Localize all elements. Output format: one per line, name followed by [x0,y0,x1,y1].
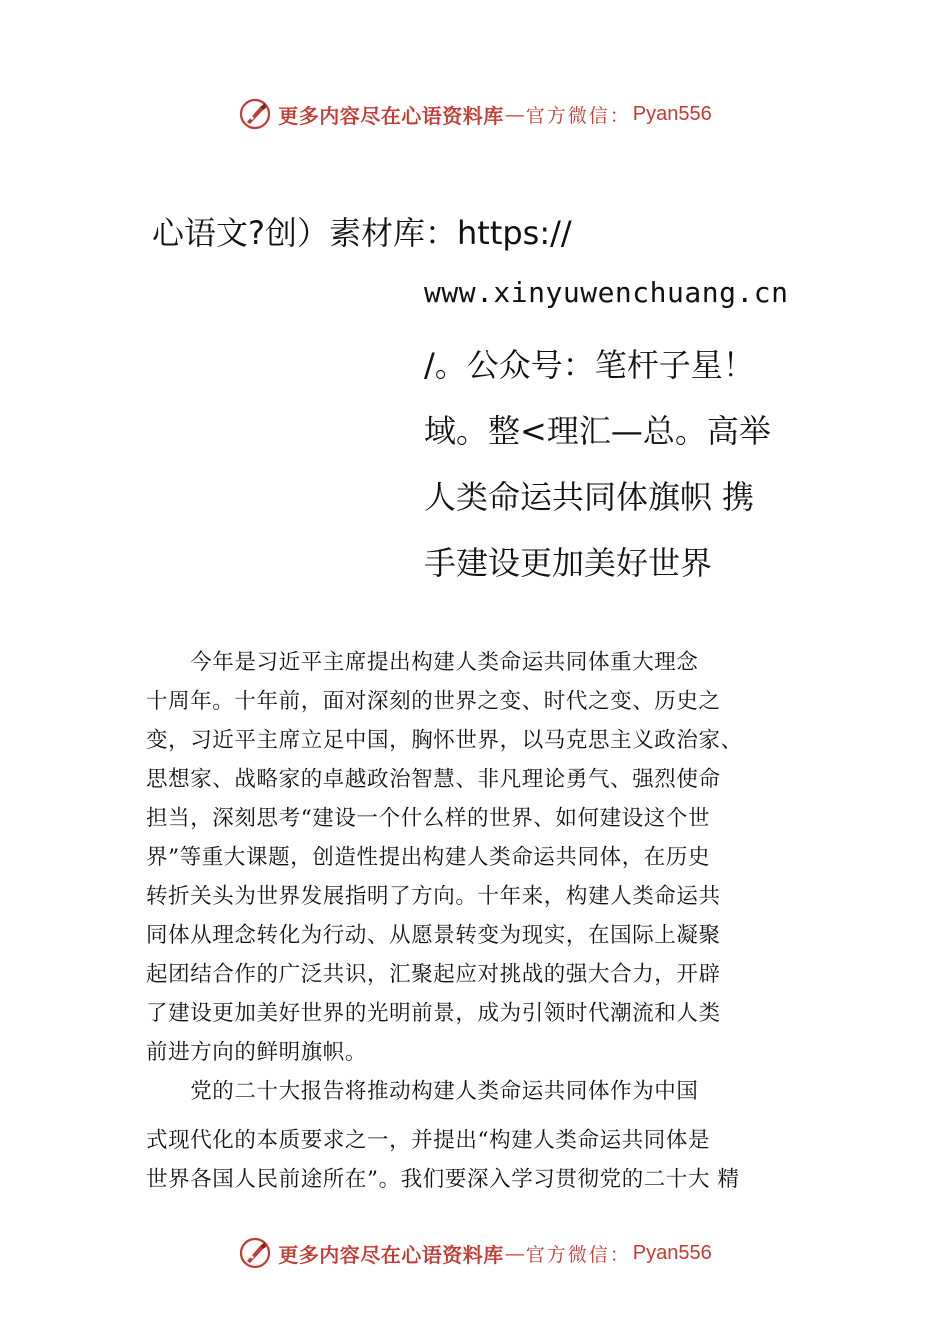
header-banner [0,94,950,134]
pen-nib-logo-icon [238,97,272,131]
banner-dash: — [504,102,525,126]
footer-banner [0,1233,950,1273]
title-line: www.xinyuwenchuang.cn [424,276,789,309]
paragraph-line: 式现代化的本质要求之一，并提出“构建人类命运共同体是 [146,1128,711,1153]
banner-main-text: 更多内容尽在心语资料库 [278,103,504,128]
banner-wechat-label: 官方微信 [525,104,610,127]
paragraph-line: 思想家、战略家的卓越政治智慧、非凡理论勇气、强烈使命 [146,767,721,792]
banner-wechat-label: 官方微信 [525,1243,610,1266]
paragraph-line: 起团结合作的广泛共识，汇聚起应对挑战的强大合力，开辟 [146,962,721,987]
title-line: 人类命运共同体旗帜 携 [424,478,755,516]
banner-colon: ： [609,1243,629,1266]
paragraph-line: 了建设更加美好世界的光明前景，成为引领时代潮流和人类 [146,1001,721,1026]
title-line: 域。整<理汇—总。高举 [424,412,771,450]
banner-wechat-id: Pyan556 [632,102,712,125]
paragraph-line: 世界各国人民前途所在”。我们要深入学习贯彻党的二十大 精 [146,1167,740,1192]
paragraph-line: 今年是习近平主席提出构建人类命运共同体重大理念 [146,650,699,675]
banner-dash: — [504,1241,525,1265]
paragraph-line: 变，习近平主席立足中国，胸怀世界，以马克思主义政治家、 [146,728,743,753]
paragraph-line: 转折关头为世界发展指明了方向。十年来，构建人类命运共 [146,884,721,909]
title-line: /。公众号：笔杆子星！ [424,346,755,384]
paragraph-line: 同体从理念转化为行动、从愿景转变为现实，在国际上凝聚 [146,923,721,948]
title-line: 心语文?创）素材库：https:// [152,214,572,252]
paragraph-line: 界”等重大课题，创造性提出构建人类命运共同体，在历史 [146,845,711,870]
pen-nib-logo-icon [238,1236,272,1270]
paragraph-line: 十周年。十年前，面对深刻的世界之变、时代之变、历史之 [146,689,721,714]
banner-main-text: 更多内容尽在心语资料库 [278,1242,504,1267]
paragraph-line: 担当，深刻思考“建设一个什么样的世界、如何建设这个世 [146,806,711,831]
title-line: 手建设更加美好世界 [424,544,713,582]
banner-colon: ： [609,104,629,127]
banner-wechat-id: Pyan556 [632,1241,712,1264]
paragraph-line: 前进方向的鲜明旗帜。 [146,1040,368,1065]
paragraph-line: 党的二十大报告将推动构建人类命运共同体作为中国 [146,1079,699,1104]
